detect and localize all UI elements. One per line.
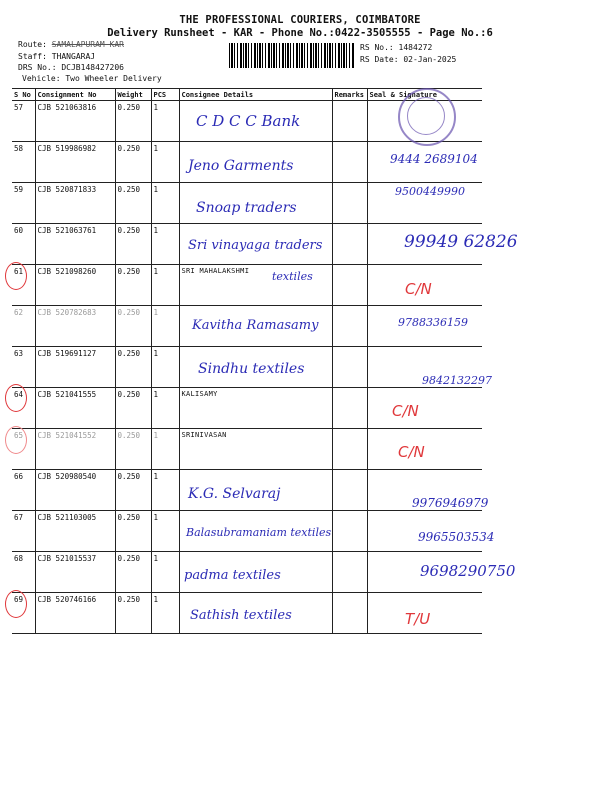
row-weight: 0.250 [115, 224, 151, 265]
row-sno: 65 [12, 429, 35, 470]
row-pcs: 1 [151, 306, 179, 347]
row-sno: 68 [12, 552, 35, 593]
handwritten-signature: 9788336159 [398, 316, 468, 329]
row-consignment: CJB 521063816 [35, 101, 115, 142]
row-consignment: CJB 521015537 [35, 552, 115, 593]
row-remarks [332, 224, 367, 265]
route-line [18, 40, 124, 49]
handwritten-signature: 99949 62826 [404, 232, 518, 252]
row-consignment: CJB 521103005 [35, 511, 115, 552]
company-title: THE PROFESSIONAL COURIERS, COIMBATORE [179, 14, 421, 26]
red-remark: C/N [398, 443, 425, 461]
vehicle-label: Vehicle: [22, 74, 61, 83]
row-pcs: 1 [151, 388, 179, 429]
row-weight: 0.250 [115, 470, 151, 511]
col-pcs: PCS [151, 89, 179, 101]
row-consignment: CJB 520746166 [35, 593, 115, 634]
row-weight: 0.250 [115, 388, 151, 429]
handwritten-name: Sathish textiles [190, 608, 292, 623]
route-label: Route: [18, 40, 47, 49]
staff-line [18, 52, 95, 61]
vehicle-line [22, 74, 162, 83]
col-sno: S No [12, 89, 35, 101]
row-remarks [332, 388, 367, 429]
row-sno: 63 [12, 347, 35, 388]
rs-no-value: 1484272 [398, 43, 433, 52]
handwritten-signature: 9698290750 [420, 562, 516, 580]
row-pcs: 1 [151, 347, 179, 388]
col-weight: Weight [115, 89, 151, 101]
row-weight: 0.250 [115, 429, 151, 470]
row-pcs: 1 [151, 142, 179, 183]
row-pcs: 1 [151, 511, 179, 552]
row-consignee: KALISAMY [179, 388, 332, 429]
red-remark: C/N [405, 280, 432, 298]
rs-no-line [360, 43, 432, 52]
staff-value: THANGARAJ [51, 52, 96, 61]
red-remark: T/U [405, 610, 431, 628]
handwritten-name: Kavitha Ramasamy [192, 318, 319, 333]
row-sno: 57 [12, 101, 35, 142]
row-sno: 58 [12, 142, 35, 183]
red-circle-mark [5, 590, 27, 618]
row-weight: 0.250 [115, 183, 151, 224]
red-remark: C/N [392, 402, 419, 420]
handwritten-signature: 9444 2689104 [390, 152, 478, 166]
row-remarks [332, 429, 367, 470]
handwritten-name: padma textiles [184, 568, 281, 583]
row-pcs: 1 [151, 470, 179, 511]
row-consignment: CJB 520871833 [35, 183, 115, 224]
row-remarks [332, 183, 367, 224]
row-remarks [332, 593, 367, 634]
rs-no-label: RS No.: [360, 43, 394, 52]
row-weight: 0.250 [115, 142, 151, 183]
row-remarks [332, 306, 367, 347]
row-remarks [332, 470, 367, 511]
rs-date-label: RS Date: [360, 55, 399, 64]
row-remarks [332, 265, 367, 306]
row-pcs: 1 [151, 429, 179, 470]
drs-value: DCJB148427206 [61, 63, 124, 72]
row-sno: 69 [12, 593, 35, 634]
handwritten-name: Snoap traders [196, 200, 297, 216]
row-sno: 61 [12, 265, 35, 306]
handwritten-signature: 9500449990 [395, 185, 465, 198]
col-consignee: Consignee Details [179, 89, 332, 101]
row-consignee: SRINIVASAN [179, 429, 332, 470]
handwritten-name: textiles [272, 270, 313, 283]
row-sno: 62 [12, 306, 35, 347]
row-sno: 60 [12, 224, 35, 265]
row-consignee: SRI MAHALAKSHMI [179, 265, 332, 306]
row-weight: 0.250 [115, 511, 151, 552]
vehicle-value: Two Wheeler Delivery [65, 74, 162, 83]
row-signature [367, 388, 482, 429]
row-sno: 64 [12, 388, 35, 429]
row-sno: 67 [12, 511, 35, 552]
row-weight: 0.250 [115, 552, 151, 593]
row-remarks [332, 142, 367, 183]
drs-line [18, 63, 124, 72]
row-consignment: CJB 521041555 [35, 388, 115, 429]
staff-label: Staff: [18, 52, 47, 61]
barcode [229, 43, 354, 68]
handwritten-name: Balasubramaniam textiles [186, 526, 332, 539]
handwritten-name: Sri vinayaga traders [188, 238, 323, 253]
row-consignment: CJB 521063761 [35, 224, 115, 265]
red-circle-mark [5, 384, 27, 412]
row-consignment: CJB 521098260 [35, 265, 115, 306]
col-signature: Seal & Signature [367, 89, 482, 101]
row-weight: 0.250 [115, 101, 151, 142]
row-consignment: CJB 520980540 [35, 470, 115, 511]
row-consignment: CJB 519691127 [35, 347, 115, 388]
handwritten-signature: 9965503534 [418, 530, 495, 544]
handwritten-name: C D C C Bank [196, 112, 301, 130]
runsheet-subtitle: Delivery Runsheet - KAR - Phone No.:0422-3505555 - Page No.:6 [107, 27, 493, 39]
drs-label: DRS No.: [18, 63, 57, 72]
row-remarks [332, 101, 367, 142]
company-seal-stamp [398, 88, 456, 146]
row-remarks [332, 511, 367, 552]
row-weight: 0.250 [115, 265, 151, 306]
row-pcs: 1 [151, 552, 179, 593]
row-weight: 0.250 [115, 593, 151, 634]
handwritten-name: Jeno Garments [188, 158, 294, 174]
row-pcs: 1 [151, 265, 179, 306]
row-pcs: 1 [151, 224, 179, 265]
row-remarks [332, 552, 367, 593]
col-remarks: Remarks [332, 89, 367, 101]
red-circle-mark [5, 262, 27, 290]
row-weight: 0.250 [115, 347, 151, 388]
handwritten-name: Sindhu textiles [198, 361, 305, 377]
rs-date-line [360, 55, 456, 64]
row-consignment: CJB 521041552 [35, 429, 115, 470]
route-value: SAMALAPURAM KAR [51, 40, 124, 49]
row-pcs: 1 [151, 101, 179, 142]
row-remarks [332, 347, 367, 388]
row-pcs: 1 [151, 183, 179, 224]
row-weight: 0.250 [115, 306, 151, 347]
red-circle-mark [5, 426, 27, 454]
row-sno: 66 [12, 470, 35, 511]
handwritten-signature: 9842132297 [422, 374, 492, 387]
handwritten-name: K.G. Selvaraj [188, 486, 281, 502]
row-pcs: 1 [151, 593, 179, 634]
row-sno: 59 [12, 183, 35, 224]
row-consignment: CJB 520782683 [35, 306, 115, 347]
col-consignment: Consignment No [35, 89, 115, 101]
rs-date-value: 02-Jan-2025 [403, 55, 457, 64]
handwritten-signature: 9976946979 [412, 496, 489, 510]
row-consignment: CJB 519986982 [35, 142, 115, 183]
